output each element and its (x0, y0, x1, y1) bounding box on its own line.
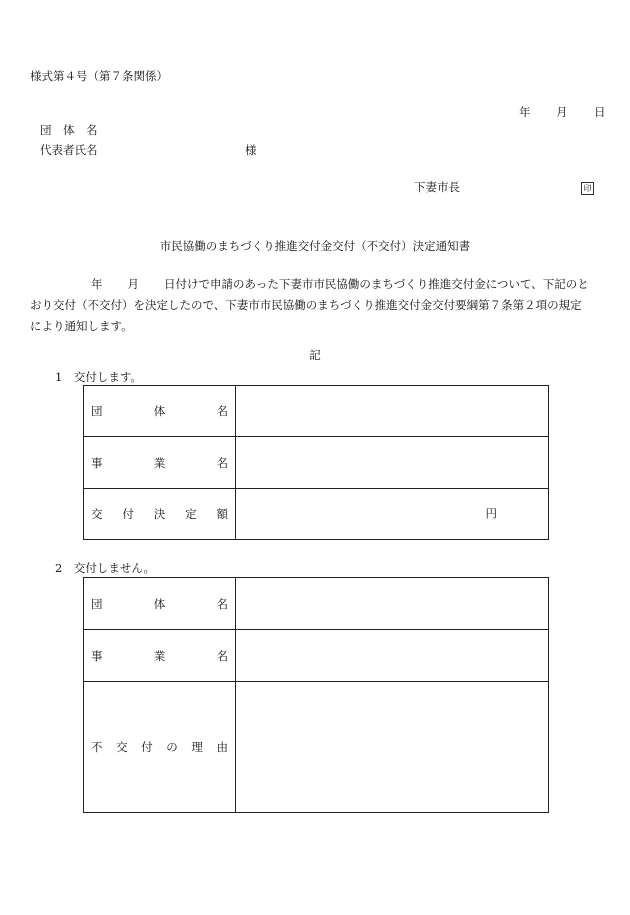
document-title: 市民協働のまちづくり推進交付金交付（不交付）決定通知書 (159, 239, 471, 253)
org-name-field[interactable] (236, 386, 549, 437)
recipient-rep-label: 代表者氏名 (40, 143, 98, 157)
row-label-project: 事 業 名 (84, 630, 236, 682)
section2-heading: 2 交付しません。 (55, 561, 156, 575)
table-row (84, 386, 549, 437)
body-month: 月 (127, 277, 139, 291)
row-label-project: 事 業 名 (84, 437, 236, 489)
date-day-label: 日 (594, 105, 606, 119)
body-year: 年 (91, 277, 103, 291)
non-grant-table (83, 577, 549, 813)
body-paragraph (30, 274, 610, 337)
body-line-2: おり交付（不交付）を決定したので、下妻市市民協働のまちづくり推進交付金交付要綱第７条第２項の規定 (30, 298, 582, 312)
row-label-org: 団 体 名 (84, 386, 236, 437)
table-row (84, 630, 549, 682)
ki-heading: 記 (309, 348, 321, 362)
row-label-reason: 不 交 付 の 理 由 (84, 682, 236, 813)
body-line-1-text: 日付けで申請のあった下妻市市民協働のまちづくり推進交付金について、下記のと (164, 277, 589, 291)
table-row (84, 578, 549, 630)
sender-title: 下妻市長 (414, 180, 460, 194)
table-row (84, 489, 549, 540)
org-name-field[interactable] (236, 578, 549, 630)
form-number: 様式第４号（第７条関係） (30, 69, 168, 83)
body-line-1 (30, 274, 610, 295)
recipient-honorific: 様 (245, 143, 257, 157)
body-line-3: により通知します。 (30, 319, 133, 333)
yen-unit: 円 (485, 506, 497, 521)
project-name-field[interactable] (236, 630, 549, 682)
seal-icon: 印 (581, 182, 594, 195)
row-label-org: 団 体 名 (84, 578, 236, 630)
table-row (84, 437, 549, 489)
table-row (84, 682, 549, 813)
recipient-org-label: 団 体 名 (40, 123, 98, 137)
section1-heading: 1 交付します。 (55, 370, 142, 384)
grant-amount-field[interactable] (236, 489, 549, 540)
row-label-amount: 交 付 決 定 額 (84, 489, 236, 540)
seal-mark (581, 182, 594, 195)
date-month-label: 月 (556, 105, 568, 119)
non-grant-reason-field[interactable] (236, 682, 549, 813)
project-name-field[interactable] (236, 437, 549, 489)
grant-table (83, 385, 549, 540)
date-year-label: 年 (519, 105, 531, 119)
